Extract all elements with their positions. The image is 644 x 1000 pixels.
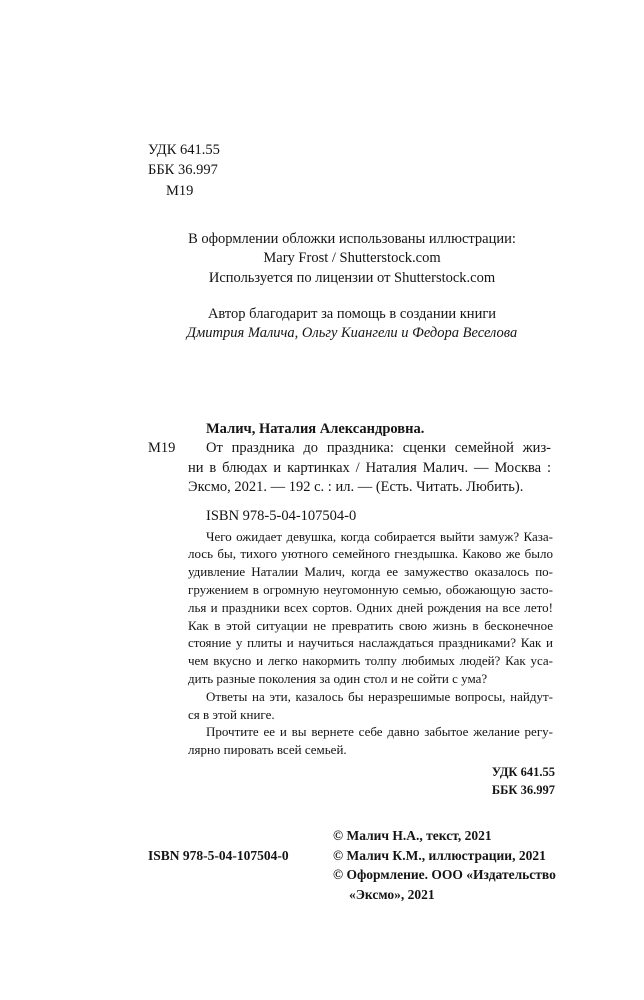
classification-bottom <box>395 763 555 799</box>
annotation-line: дить разные поколения за один стол и не сойти с ума? <box>188 670 488 686</box>
copyright-block <box>333 826 556 905</box>
annotation-line: лья и праздники всех сортов. Одних дней рождения на все лето! <box>188 599 553 615</box>
catalog-record <box>148 420 554 498</box>
annotation-line: стояние у плиты и научиться наслаждаться праздниками? Как и <box>188 635 553 651</box>
annotation-line: Как в этой ситуации не превратить свою жизнь в бесконечное <box>188 617 553 633</box>
acknowledgement-intro: Автор благодарит за помощь в создании книги <box>207 305 497 322</box>
author-mark: М19 <box>166 182 194 199</box>
bbk-code-bottom: ББК 36.997 <box>491 782 555 797</box>
cover-credit-line: Используется по лицензии от Shutterstock.com <box>208 269 496 286</box>
bbk-code: ББК 36.997 <box>148 162 218 179</box>
catalog-author-mark: М19 <box>148 440 176 457</box>
annotation-paragraph <box>188 688 553 724</box>
catalog-description-line: От праздника до праздника: сценки семейной жиз- <box>206 440 551 457</box>
catalog-description-line: ни в блюдах и картинках / Наталия Малич. — Москва : <box>188 459 551 476</box>
cover-credit-line: В оформлении обложки использованы иллюстрации: <box>188 230 516 247</box>
annotation-line: лярно пировать всей семьей. <box>188 742 347 758</box>
cover-credit <box>148 230 556 289</box>
isbn-bottom-text: ISBN 978-5-04-107504-0 <box>148 848 289 863</box>
annotation-line: лось бы, тихого уютного семейного гнездышка. Каково же было <box>188 546 553 562</box>
isbn-text: ISBN 978-5-04-107504-0 <box>206 507 357 524</box>
cover-credit-line: Mary Frost / Shutterstock.com <box>263 250 441 266</box>
classification-top <box>148 140 220 201</box>
annotation-line: Прочтите ее и вы вернете себе давно забытое желание регу- <box>206 724 553 740</box>
catalog-title-row <box>148 439 554 459</box>
isbn-bottom <box>148 846 289 866</box>
acknowledgement-names: Дмитрия Малича, Ольгу Киангели и Федора Веселова <box>186 325 518 341</box>
annotation-line: Ответы на эти, казалось бы неразрешимые вопросы, найдут- <box>206 688 553 704</box>
catalog-description-line: Эксмо, 2021. — 192 с. : ил. — (Есть. Читать. Любить). <box>188 479 524 496</box>
annotation-line: Чего ожидает девушка, когда собирается выйти замуж? Каза- <box>206 528 553 544</box>
acknowledgement <box>148 305 556 344</box>
annotation-line: гружением в огромную неугомонную семью, обожающую засто- <box>188 581 553 597</box>
udk-code: УДК 641.55 <box>148 142 220 158</box>
annotation-line: ся в этой книге. <box>188 706 275 722</box>
annotation-paragraph <box>188 528 553 688</box>
catalog-heading: Малич, Наталия Александровна. <box>206 420 425 437</box>
copyright-line: © Малич Н.А., текст, 2021 <box>333 828 492 843</box>
udk-code-bottom: УДК 641.55 <box>491 764 555 779</box>
copyright-line: © Оформление. ООО «Издательство <box>333 867 556 883</box>
isbn <box>206 507 356 527</box>
annotation <box>188 528 553 759</box>
copyright-line: © Малич К.М., иллюстрации, 2021 <box>333 847 546 863</box>
annotation-line: чем вкусно и легко накормить толпу любимых людей? Как уса- <box>188 653 553 669</box>
annotation-line: удивление Наталии Малич, когда ее замужество оказалось по- <box>188 564 553 580</box>
annotation-paragraph <box>188 723 553 759</box>
copyright-line: «Эксмо», 2021 <box>349 887 435 903</box>
